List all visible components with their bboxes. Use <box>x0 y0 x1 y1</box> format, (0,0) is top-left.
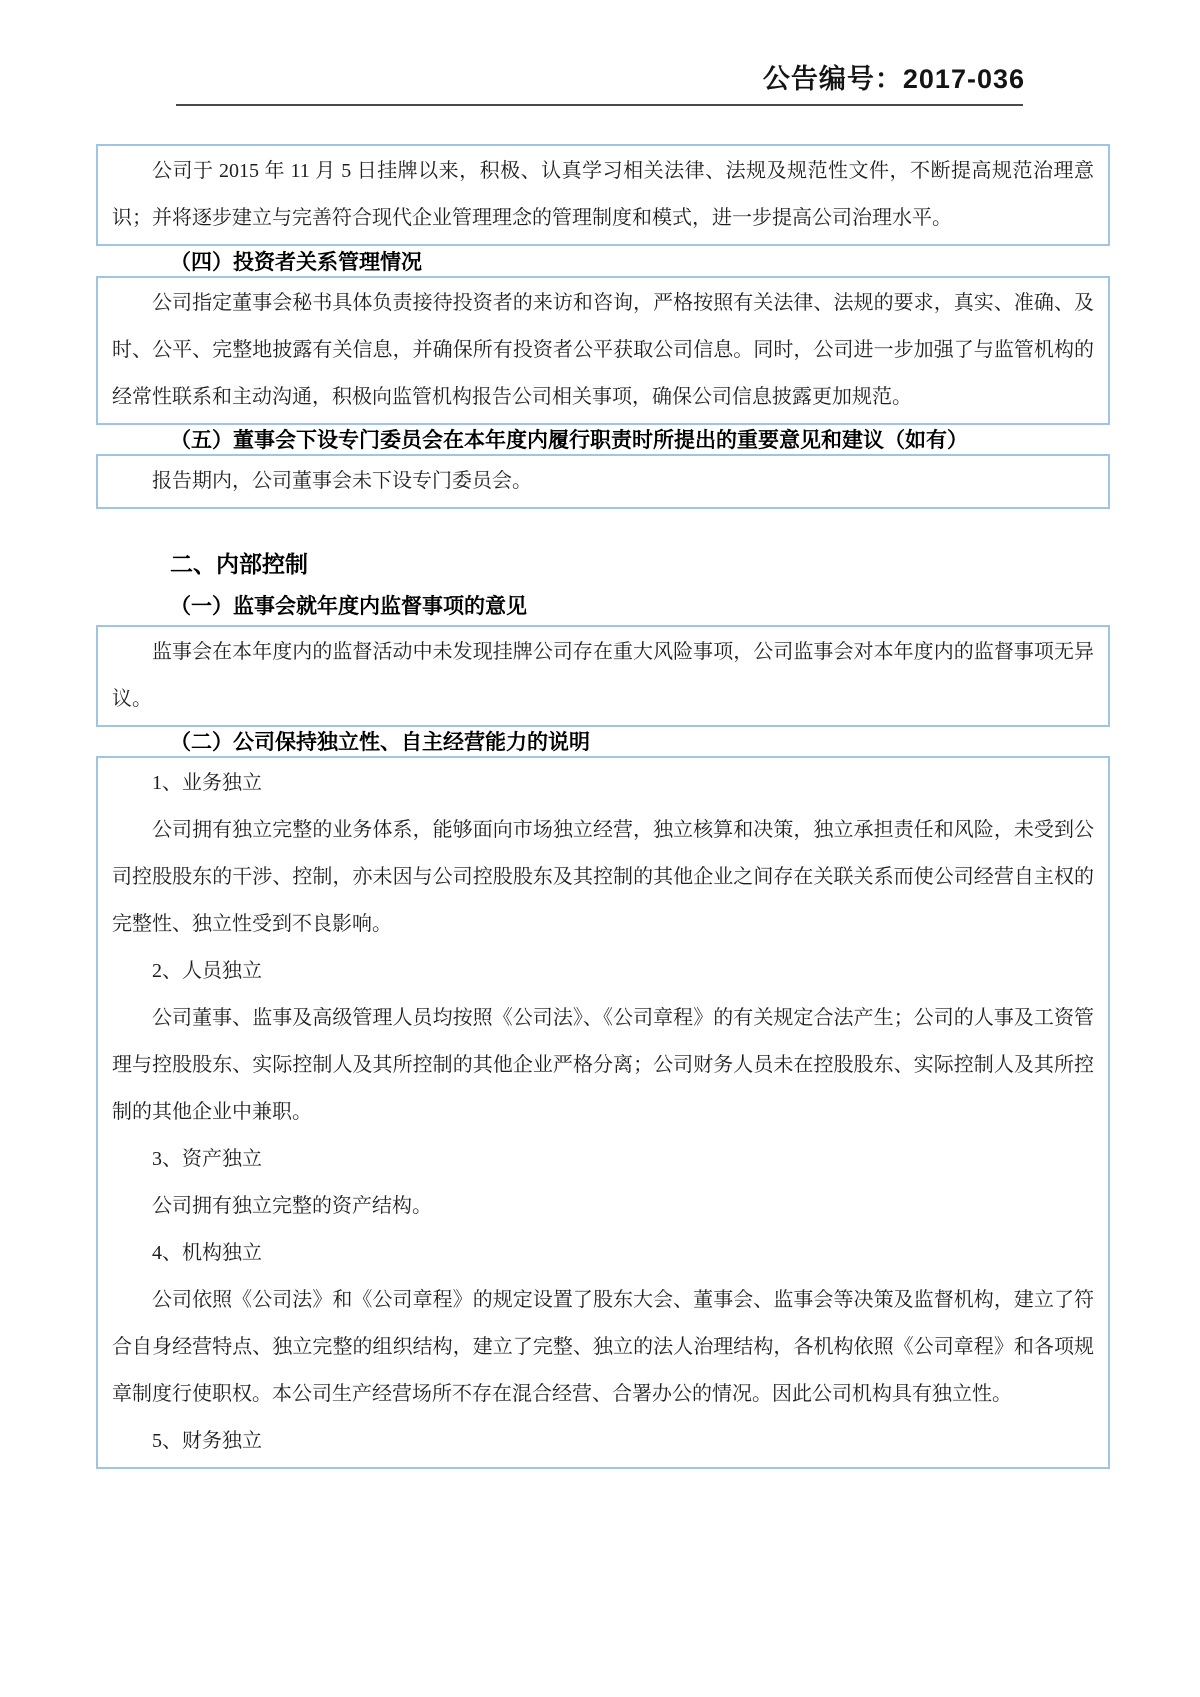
independence-item-title: 1、业务独立 <box>152 772 262 794</box>
independence-paragraph: 公司依照《公司法》和《公司章程》的规定设置了股东大会、董事会、监事会等决策及监督机构，建立了符合自身经营特点、独立完整的组织结构，建立了完整、独立的法人治理结构，各机构依照《公司章程》和各项规章制度行使职权。本公司生产经营场所不存在混合经营、合署办公的情况。因此公司机构具有独立性。 <box>112 1289 1094 1405</box>
investor-relations-paragraph: 公司指定董事会秘书具体负责接待投资者的来访和咨询，严格按照有关法律、法规的要求，真实、准确、及时、公平、完整地披露有关信息，并确保所有投资者公平获取公司信息。同时，公司进一步加强了与监管机构的经常性联系和主动沟通，积极向监管机构报告公司相关事项，确保公司信息披露更加规范。 <box>112 292 1094 408</box>
governance-text-box <box>96 144 1110 246</box>
committee-text-box <box>96 454 1110 509</box>
heading-supervisor-opinion: （一）监事会就年度内监督事项的意见 <box>170 595 527 618</box>
governance-paragraph: 公司于 2015 年 11 月 5 日挂牌以来，积极、认真学习相关法律、法规及规范性文件，不断提高规范治理意识；并将逐步建立与完善符合现代企业管理理念的管理制度和模式，进一步提高公司治理水平。 <box>112 160 1094 229</box>
independence-item-title: 3、资产独立 <box>152 1148 262 1170</box>
independence-item-title: 4、机构独立 <box>152 1242 262 1264</box>
independence-item-title: 5、财务独立 <box>152 1430 262 1452</box>
independence-paragraph: 公司拥有独立完整的资产结构。 <box>152 1195 432 1217</box>
heading-independence: （二）公司保持独立性、自主经营能力的说明 <box>170 731 590 754</box>
independence-paragraph: 公司拥有独立完整的业务体系，能够面向市场独立经营，独立核算和决策，独立承担责任和风险，未受到公司控股股东的干涉、控制，亦未因与公司控股股东及其控制的其他企业之间存在关联关系而使公司经营自主权的完整性、独立性受到不良影响。 <box>112 819 1094 935</box>
investor-relations-text-box <box>96 276 1110 425</box>
supervisor-text-box <box>96 625 1110 727</box>
header-divider <box>176 104 1023 106</box>
heading-investor-relations: （四）投资者关系管理情况 <box>170 251 422 274</box>
committee-paragraph: 报告期内，公司董事会未下设专门委员会。 <box>152 470 532 492</box>
independence-paragraph: 公司董事、监事及高级管理人员均按照《公司法》、《公司章程》的有关规定合法产生；公司的人事及工资管理与控股股东、实际控制人及其所控制的其他企业严格分离；公司财务人员未在控股股东、实际控制人及其所控制的其他企业中兼职。 <box>112 1007 1094 1123</box>
independence-text-box <box>96 756 1110 1469</box>
supervisor-paragraph: 监事会在本年度内的监督活动中未发现挂牌公司存在重大风险事项，公司监事会对本年度内的监督事项无异议。 <box>112 641 1094 710</box>
section-title-internal-control: 二、内部控制 <box>170 551 308 577</box>
heading-committee: （五）董事会下设专门委员会在本年度内履行职责时所提出的重要意见和建议（如有） <box>170 429 968 452</box>
independence-item-title: 2、人员独立 <box>152 960 262 982</box>
notice-number: 公告编号：2017-036 <box>762 64 1025 94</box>
